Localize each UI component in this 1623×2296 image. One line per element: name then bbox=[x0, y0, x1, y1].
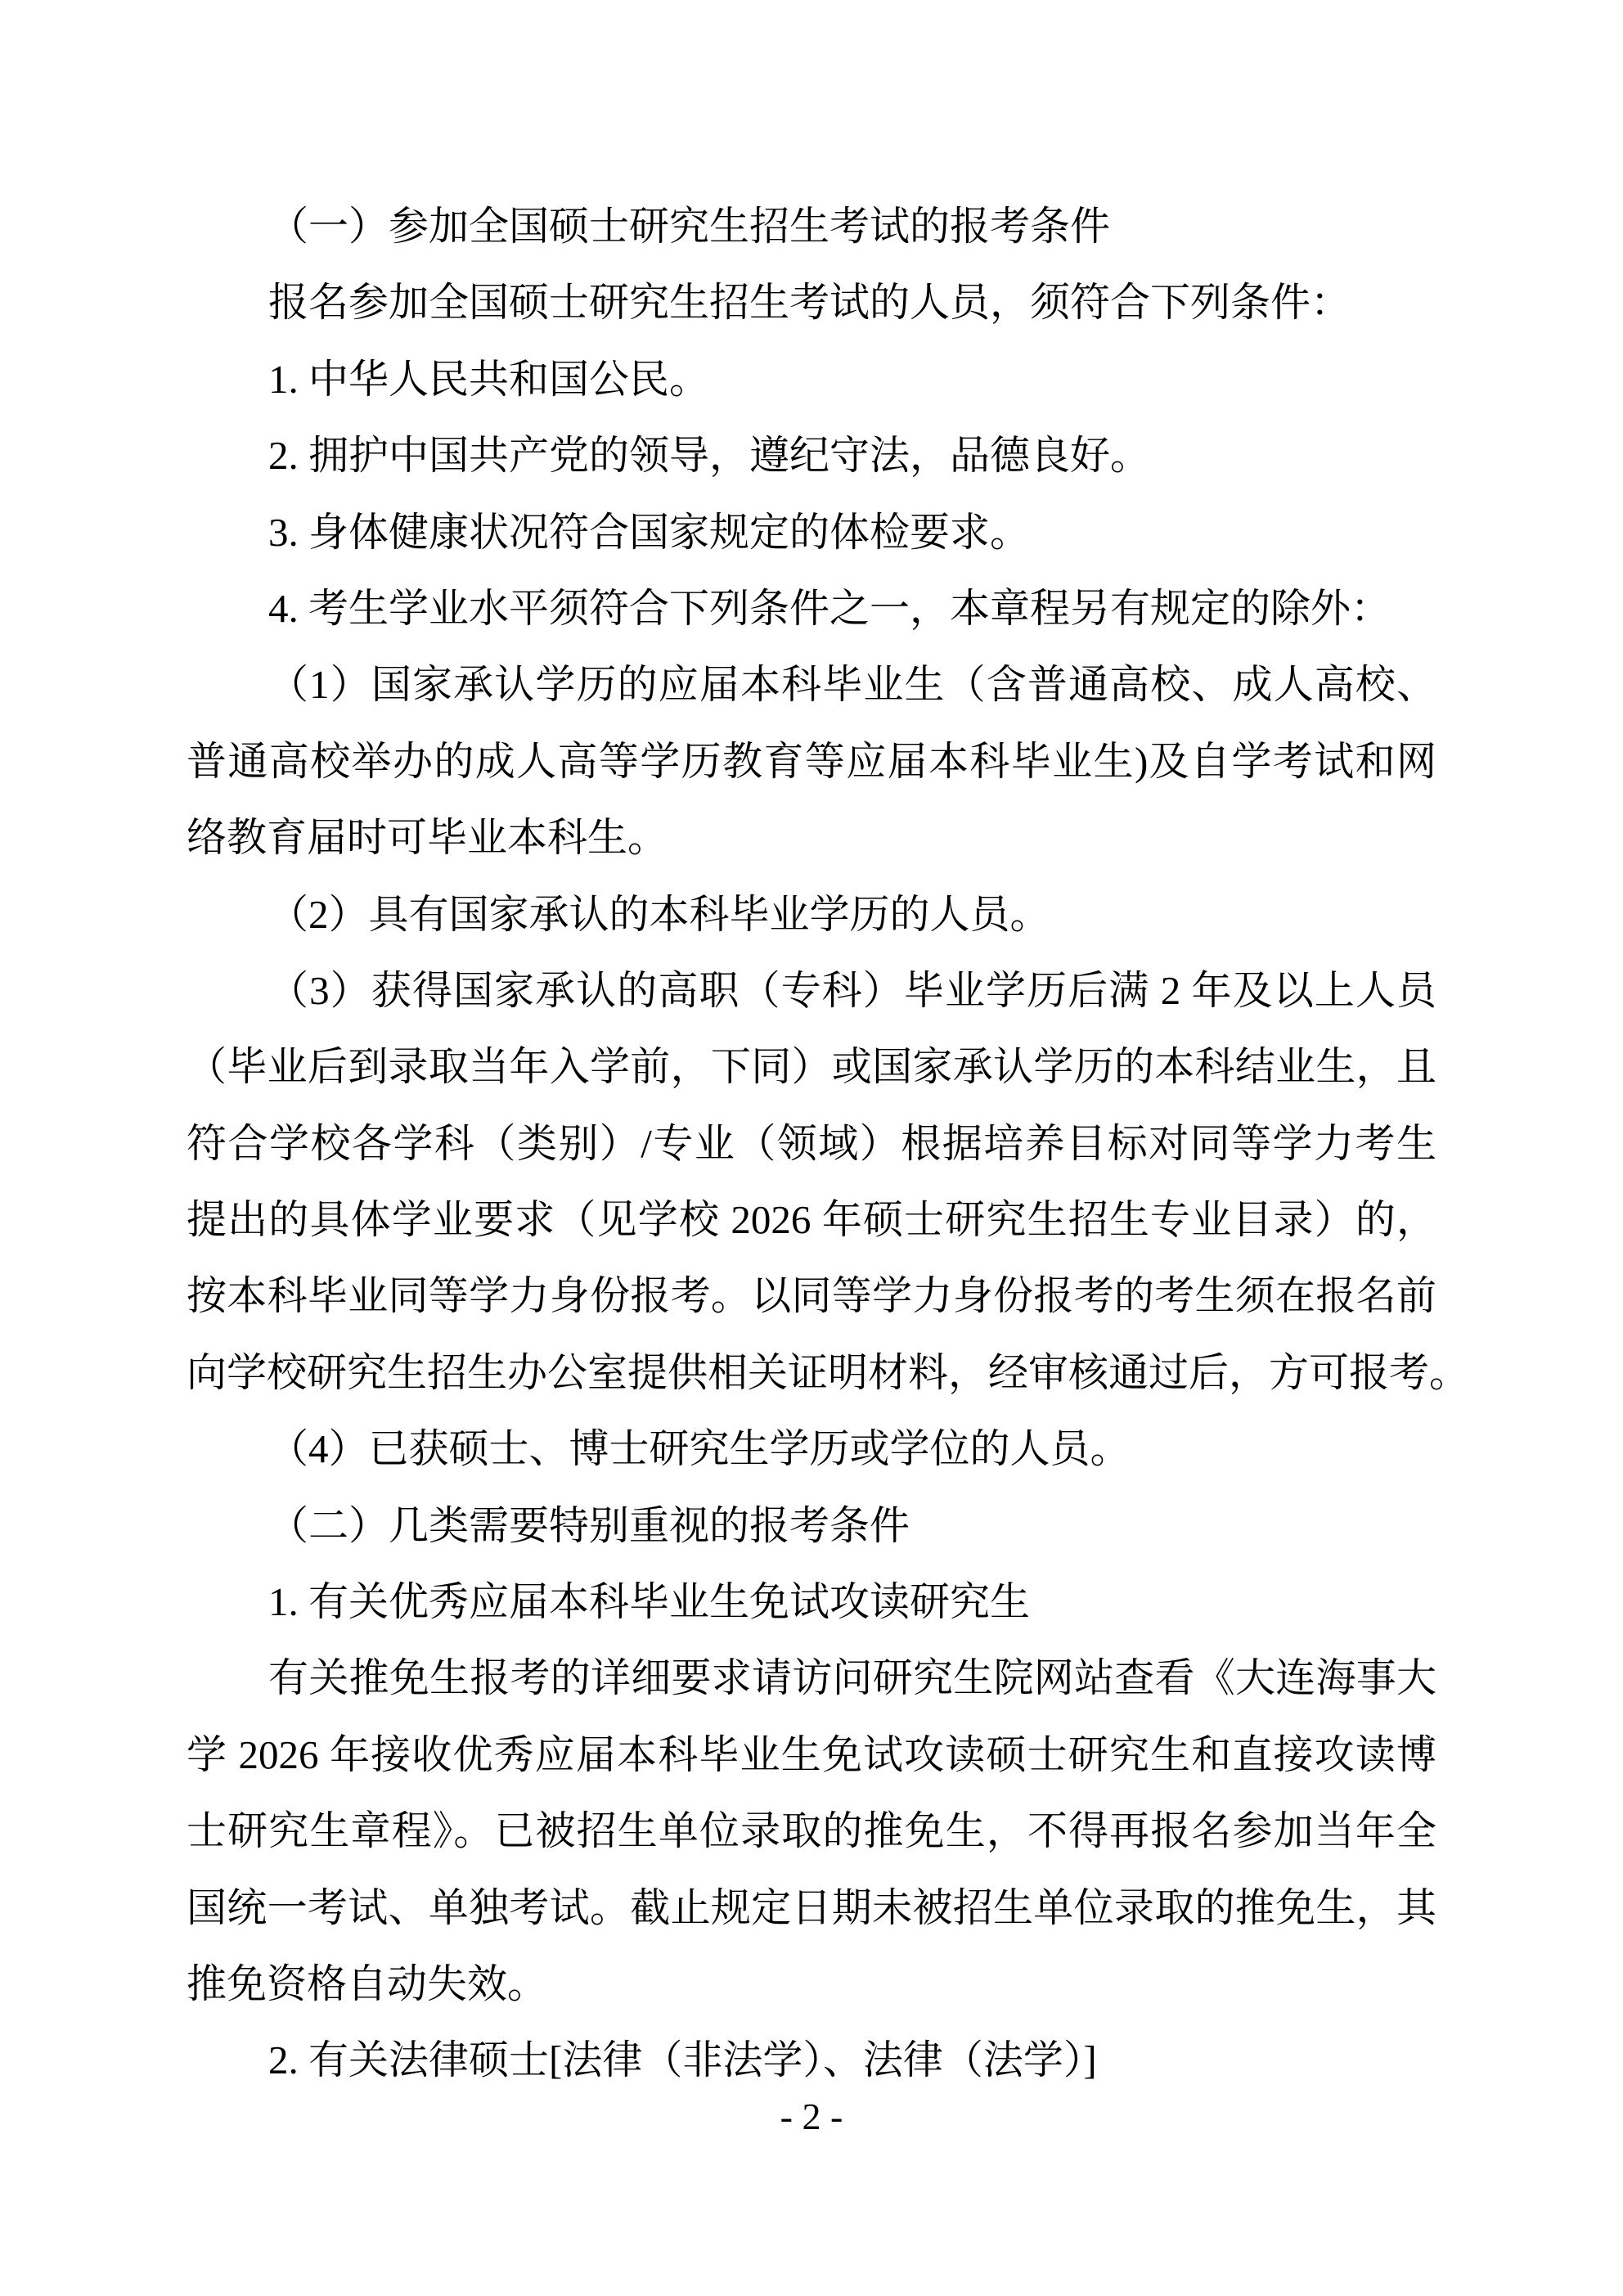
text-line-item-1b: 1. 有关优秀应届本科毕业生免试攻读研究生 bbox=[268, 1579, 1031, 1625]
text-line: 提出的具体学业要求（见学校 2026 年硕士研究生招生专业目录）的， bbox=[187, 1197, 1436, 1243]
text-line-heading-2: （二）几类需要特别重视的报考条件 bbox=[268, 1502, 910, 1548]
text-line: 学 2026 年接收优秀应届本科毕业生免试攻读硕士研究生和直接攻读博 bbox=[187, 1731, 1436, 1777]
text-line: （毕业后到录取当年入学前，下同）或国家承认学历的本科结业生，且 bbox=[187, 1044, 1436, 1090]
text-line-item-2b: 2. 有关法律硕士[法律（非法学）、法律（法学）] bbox=[268, 2037, 1097, 2083]
text-line: 士研究生章程》。已被招生单位录取的推免生，不得再报名参加当年全 bbox=[187, 1808, 1436, 1854]
text-line: 符合学校各学科（类别）/专业（领域）根据培养目标对同等学力考生 bbox=[187, 1120, 1436, 1166]
page-number: - 2 - bbox=[780, 2096, 843, 2137]
text-line: 推免资格自动失效。 bbox=[187, 1961, 548, 2006]
text-line-sub-4: （4）已获硕士、博士研究生学历或学位的人员。 bbox=[268, 1426, 1131, 1472]
text-line: 按本科毕业同等学力身份报考。以同等学力身份报考的考生须在报名前 bbox=[187, 1273, 1436, 1319]
text-line: 普通高校举办的成人高等学历教育等应届本科毕业生)及自学考试和网 bbox=[187, 738, 1436, 784]
text-line-item-1: 1. 中华人民共和国公民。 bbox=[268, 356, 710, 402]
text-line: 向学校研究生招生办公室提供相关证明材料，经审核通过后，方可报考。 bbox=[187, 1349, 1470, 1395]
text-line: 国统一考试、单独考试。截止规定日期未被招生单位录取的推免生，其 bbox=[187, 1884, 1436, 1930]
text-line-heading-1: （一）参加全国硕士研究生招生考试的报考条件 bbox=[268, 204, 1111, 249]
text-line: 报名参加全国硕士研究生招生考试的人员，须符合下列条件： bbox=[268, 280, 1351, 326]
text-line: 络教育届时可毕业本科生。 bbox=[187, 815, 668, 861]
text-line-sub-2: （2）具有国家承认的本科毕业学历的人员。 bbox=[268, 891, 1050, 937]
text-line-item-4: 4. 考生学业水平须符合下列条件之一，本章程另有规定的除外： bbox=[268, 585, 1391, 631]
text-line-sub-3: （3）获得国家承认的高职（专科）毕业学历后满 2 年及以上人员 bbox=[268, 967, 1436, 1013]
text-line-sub-1: （1）国家承认学历的应届本科毕业生（含普通高校、成人高校、 bbox=[268, 662, 1436, 708]
text-line-item-2: 2. 拥护中国共产党的领导，遵纪守法，品德良好。 bbox=[268, 433, 1151, 479]
document-body bbox=[187, 188, 1470, 2099]
text-line-item-3: 3. 身体健康状况符合国家规定的体检要求。 bbox=[268, 509, 1031, 555]
text-line: 有关推免生报考的详细要求请访问研究生院网站查看《大连海事大 bbox=[268, 1655, 1436, 1701]
